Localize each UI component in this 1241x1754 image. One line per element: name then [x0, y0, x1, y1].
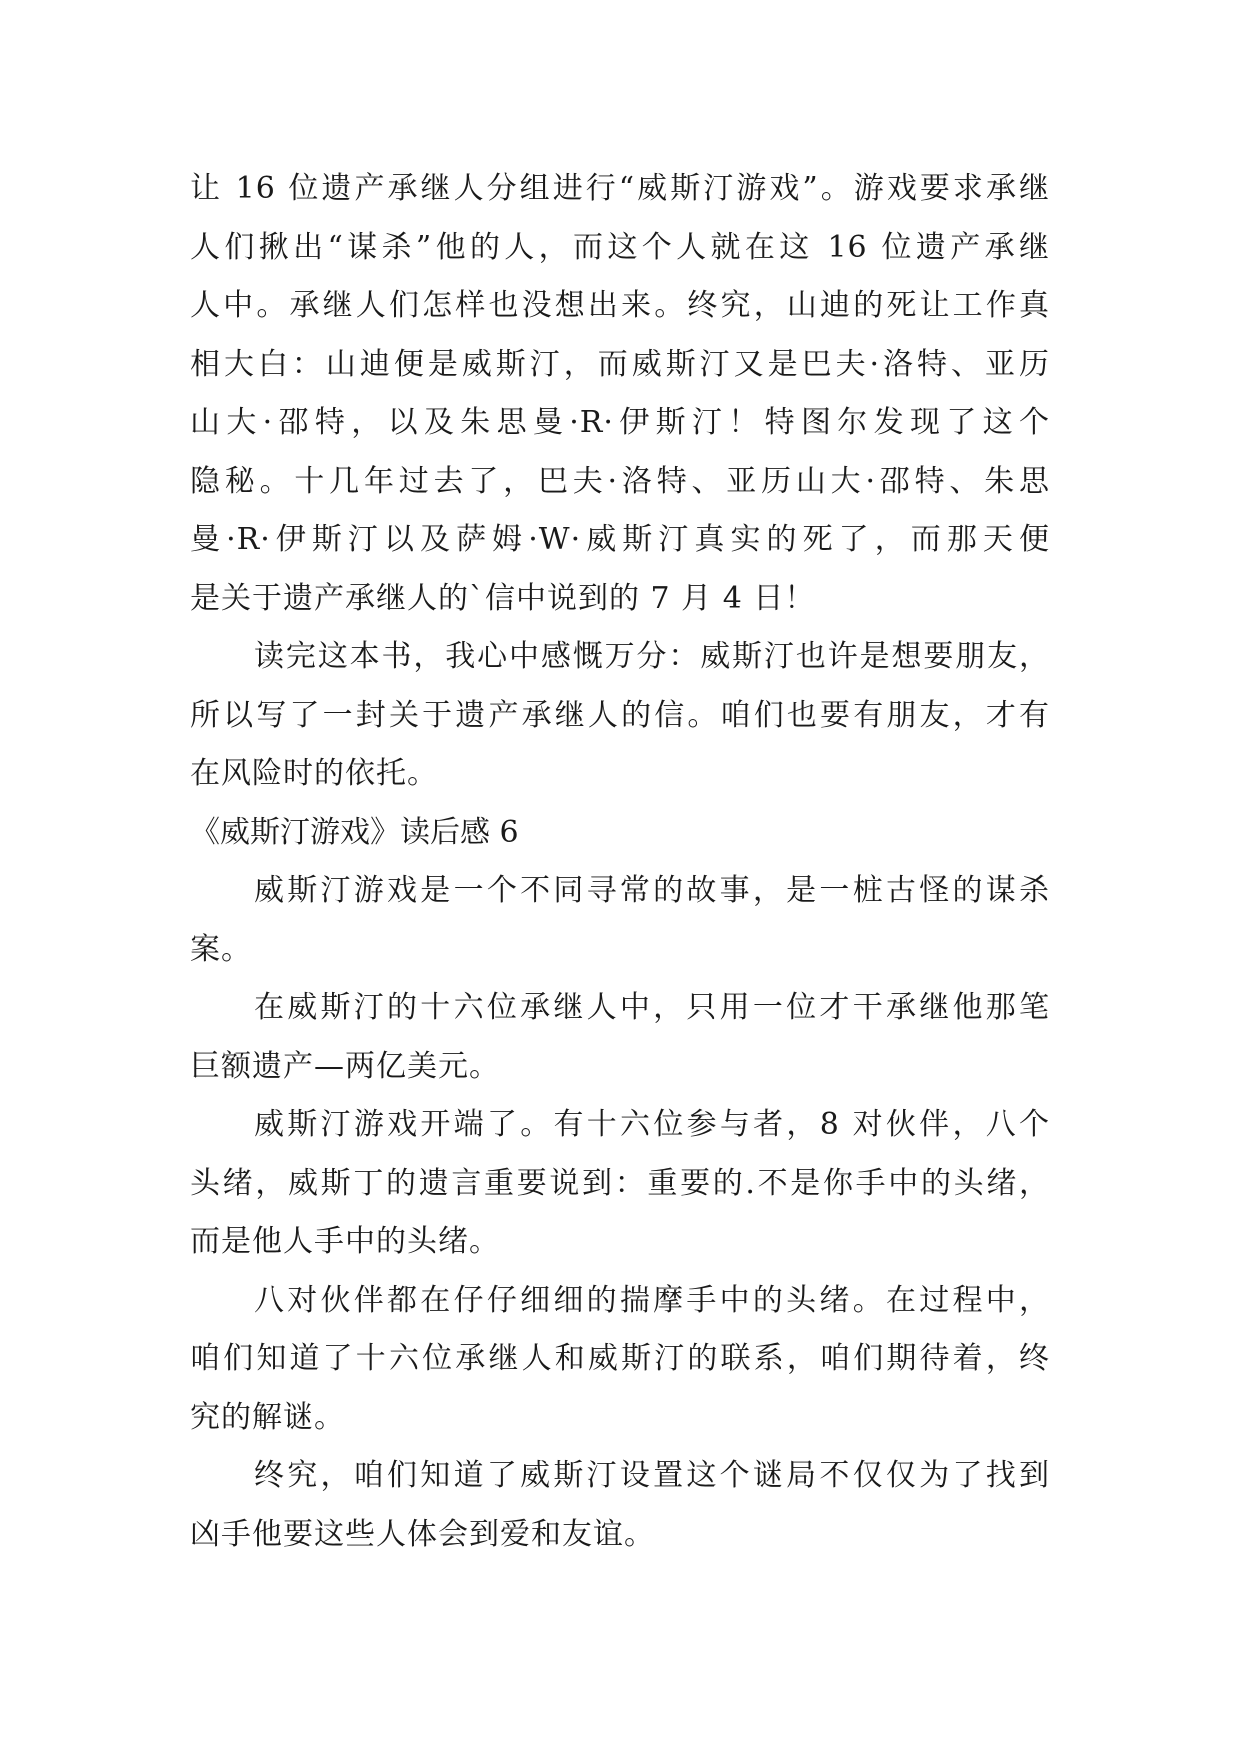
text-line: 咱们知道了十六位承继人和威斯汀的联系，咱们期待着，终 — [190, 1341, 1050, 1376]
text-line: 终究，咱们知道了威斯汀设置这个谜局不仅仅为了找到 — [254, 1458, 1050, 1493]
text-line: 让 16 位遗产承继人分组进行“威斯汀游戏”。游戏要求承继 — [190, 171, 1050, 206]
document-body — [190, 160, 1050, 1564]
text-line: 威斯汀游戏开端了。有十六位参与者，8 对伙伴，八个 — [254, 1107, 1050, 1142]
text-line: 而是他人手中的头绪。 — [190, 1224, 500, 1259]
paragraph-4 — [190, 979, 1050, 1096]
text-line: 威斯汀游戏是一个不同寻常的故事，是一桩古怪的谋杀 — [254, 873, 1050, 908]
text-line: 所以写了一封关于遗产承继人的信。咱们也要有朋友，才有 — [190, 697, 1050, 733]
text-line: 人们揪出“谋杀”他的人，而这个人就在这 16 位遗产承继 — [190, 229, 1050, 265]
paragraph-6 — [190, 1272, 1050, 1448]
text-line: 头绪，威斯丁的遗言重要说到：重要的.不是你手中的头绪， — [190, 1165, 1050, 1201]
paragraph-7 — [190, 1447, 1050, 1564]
text-line: 在风险时的依托。 — [190, 756, 438, 791]
text-line: 究的解谜。 — [190, 1399, 345, 1435]
text-line: 相大白：山迪便是威斯汀，而威斯汀又是巴夫·洛特、亚历 — [190, 346, 1050, 382]
text-line: 读完这本书，我心中感慨万分：威斯汀也许是想要朋友， — [254, 639, 1050, 674]
heading-text: 《威斯汀游戏》读后感 6 — [190, 814, 519, 850]
text-line: 人中。承继人们怎样也没想出来。终究，山迪的死让工作真 — [190, 288, 1050, 323]
paragraph-1 — [190, 160, 1050, 628]
text-line: 巨额遗产—两亿美元。 — [190, 1048, 500, 1084]
text-line: 案。 — [190, 931, 252, 967]
section-heading — [190, 804, 1050, 863]
paragraph-3 — [190, 862, 1050, 979]
text-line: 山大·邵特，以及朱思曼·R·伊斯汀！特图尔发现了这个 — [190, 405, 1050, 440]
text-line: 八对伙伴都在仔仔细细的揣摩手中的头绪。在过程中， — [254, 1282, 1050, 1318]
text-line: 是关于遗产承继人的`信中说到的 7 月 4 日！ — [190, 580, 816, 616]
text-line: 凶手他要这些人体会到爱和友谊。 — [190, 1516, 655, 1552]
text-line: 在威斯汀的十六位承继人中，只用一位才干承继他那笔 — [254, 990, 1050, 1025]
paragraph-5 — [190, 1096, 1050, 1272]
text-line: 隐秘。十几年过去了，巴夫·洛特、亚历山大·邵特、朱思 — [190, 463, 1050, 499]
text-line: 曼·R·伊斯汀以及萨姆·W·威斯汀真实的死了，而那天便 — [190, 522, 1050, 557]
paragraph-2 — [190, 628, 1050, 804]
